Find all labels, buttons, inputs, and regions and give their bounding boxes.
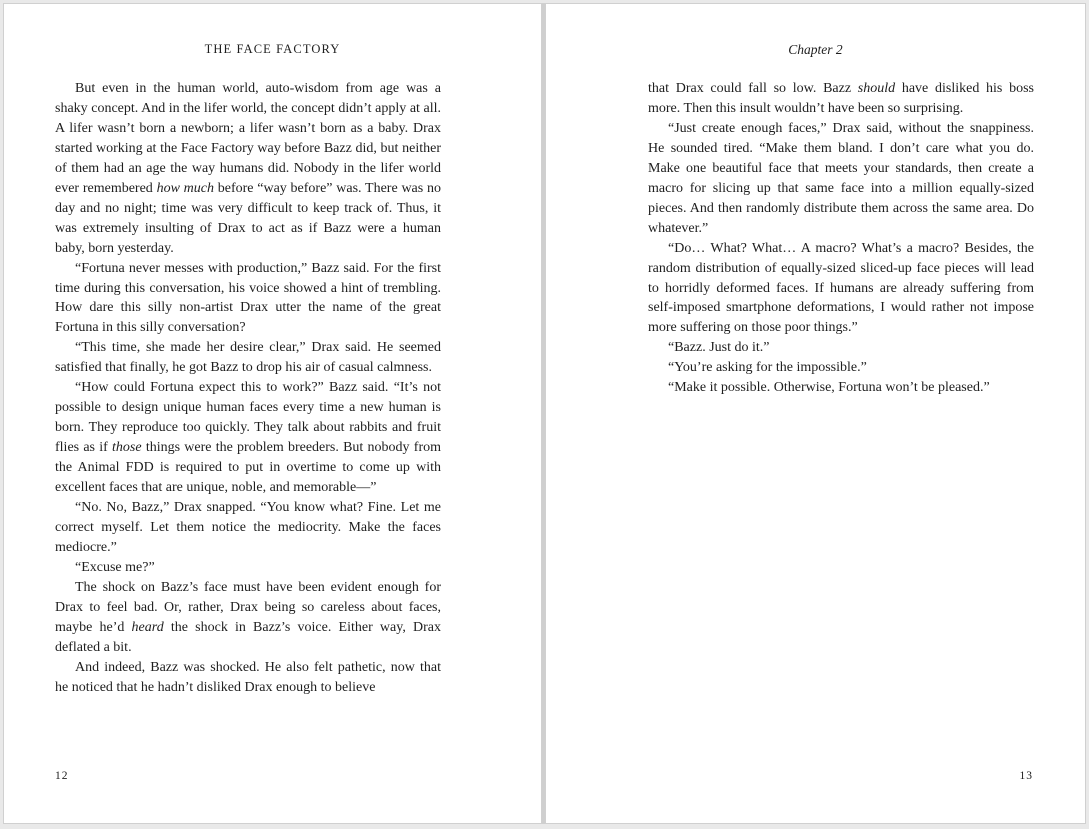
italic-text: those [112, 440, 142, 456]
text-run: the shock in Bazz’s voice. Either way, Drax deflated a bit. [55, 619, 441, 655]
text-run: “How could Fortuna expect this to work?” Bazz said. “It’s not possible to design unique human faces every time a new human is born. They reproduce too quickly. They talk about rabbits and fruit flies as if [55, 380, 441, 456]
text-run: that Drax could fall so low. Bazz [648, 81, 858, 96]
paragraph [648, 338, 1034, 358]
page-number: 13 [1019, 770, 1033, 782]
paragraph [648, 119, 1034, 239]
paragraph [648, 239, 1034, 339]
text-run: And indeed, Bazz was shocked. He also felt pathetic, now that he noticed that he hadn’t disliked Drax enough to believe [55, 659, 441, 695]
paragraph [55, 498, 441, 558]
paragraph [55, 378, 441, 498]
text-run: “No. No, Bazz,” Drax snapped. “You know what? Fine. Let me correct myself. Let them notice the mediocrity. Make the faces mediocre.” [55, 500, 441, 555]
paragraph [55, 578, 441, 658]
text-run: have disliked his boss more. Then this insult wouldn’t have been so surprising. [648, 81, 1034, 116]
text-run: “Bazz. Just do it.” [668, 340, 770, 356]
italic-text: heard [131, 619, 164, 635]
page-number: 12 [55, 770, 69, 782]
text-run: “Just create enough faces,” Drax said, without the snappiness. He sounded tired. “Make them bland. I don’t care what you do. Make one beautiful face that meets your standards, then create a macro for slicing up that same face into a million equally-sized pieces. And then randomly distribute them across the same area. Do whatever.” [648, 120, 1034, 236]
paragraph [648, 79, 1034, 119]
text-run: “Fortuna never messes with production,” Bazz said. For the first time during this conversation, his voice showed a hint of trembling. How dare this silly non-artist Drax utter the name of the great Fortuna in this silly conversation? [55, 260, 441, 336]
text-run: things were the problem breeders. But nobody from the Animal FDD is required to put in overtime to come up with excellent faces that are unique, noble, and memorable—” [55, 440, 441, 496]
paragraph [55, 658, 441, 698]
paragraph [648, 378, 1034, 398]
chapter-title: Chapter 2 [788, 42, 843, 57]
paragraph [55, 558, 441, 578]
text-run: “Do… What? What… A macro? What’s a macro? Besides, the random distribution of equally-sized sliced-up face pieces will lead to horridly deformed faces. If humans are already suffering from self-imposed smartphone deformations, I would rather not impose more suffering on those poor things.” [648, 240, 1034, 336]
running-head: THE FACE FACTORY [204, 42, 341, 56]
left-page [3, 3, 542, 824]
text-run: “Make it possible. Otherwise, Fortuna won’t be pleased.” [668, 380, 990, 396]
text-run: “Excuse me?” [75, 559, 155, 575]
page-body-text [648, 79, 1034, 398]
italic-text: should [857, 81, 896, 96]
right-page [545, 3, 1086, 824]
paragraph [55, 338, 441, 378]
text-run: The shock on Bazz’s face must have been evident enough for Drax to feel bad. Or, rather, Drax being so careless about faces, maybe he’d [55, 579, 441, 635]
paragraph [55, 259, 441, 339]
text-run: But even in the human world, auto-wisdom from age was a shaky concept. And in the lifer world, the concept didn’t apply at all. A lifer wasn’t born a newborn; a lifer wasn’t born as a baby. Drax started working at the Face Factory way before Bazz did, but neither of them had an age the way humans did. Nobody in the lifer world ever remembered [55, 81, 441, 196]
paragraph [55, 79, 441, 259]
text-run: “This time, she made her desire clear,” Drax said. He seemed satisfied that finally, he got Bazz to drop his air of casual calmness. [55, 340, 441, 376]
text-run: “You’re asking for the impossible.” [668, 360, 867, 376]
italic-text: how much [156, 180, 214, 196]
text-run: before “way before” was. There was no day and no night; time was very difficult to keep track of. Thus, it was extremely insulting of Drax to act as if Bazz were a human baby, born yesterday. [55, 180, 441, 256]
paragraph [648, 358, 1034, 378]
page-body-text [55, 79, 441, 698]
